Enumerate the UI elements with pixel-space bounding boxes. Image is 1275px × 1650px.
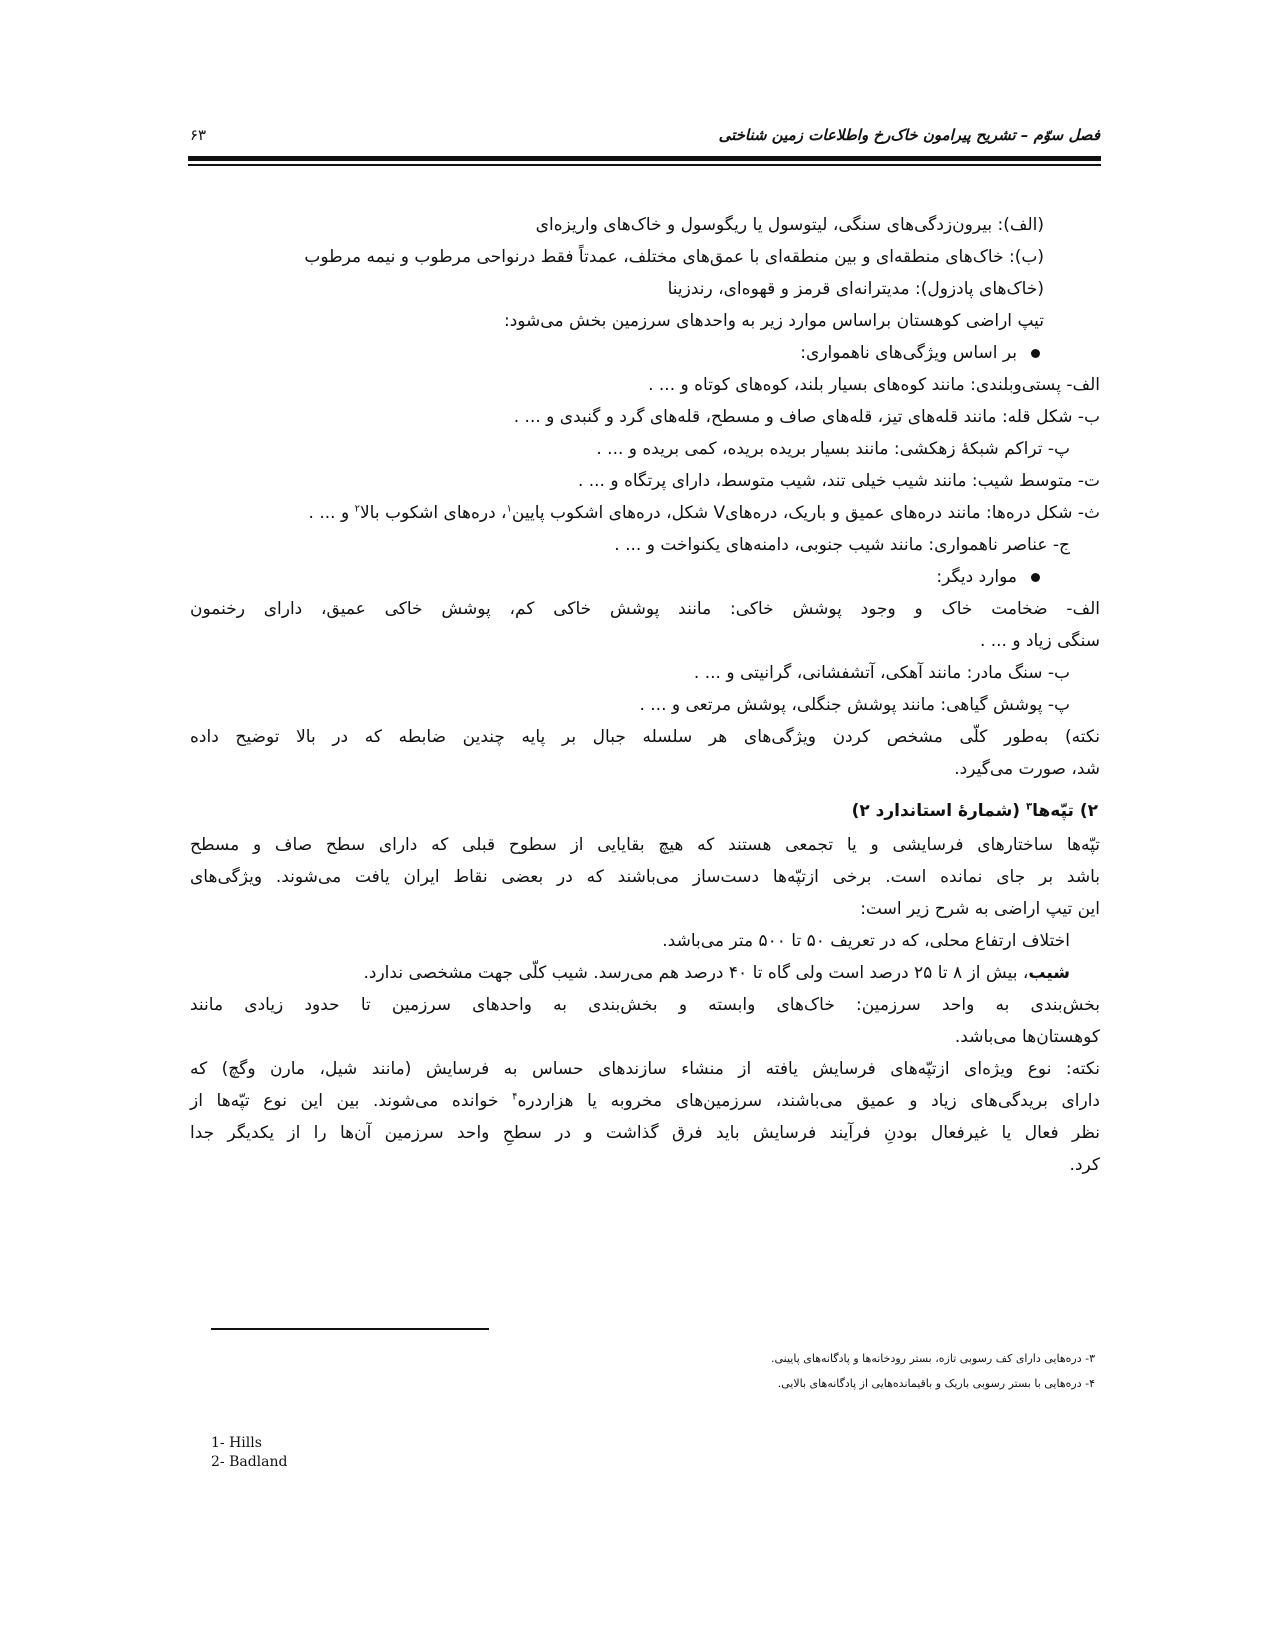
chapter-title: فصل سوّم – تشریح پیرامون خاک‌رخ واطلاعات زمین شناختی bbox=[718, 126, 1100, 144]
paragraph-line: شد، صورت می‌گیرد. bbox=[954, 759, 1100, 779]
heading-text: (شمارهٔ استاندارد ۲) bbox=[851, 801, 1026, 821]
footnotes-english bbox=[211, 1434, 288, 1472]
paragraph-line: تیپ اراضی کوهستان براساس موارد زیر به واحدهای سرزمین بخش می‌شود: bbox=[503, 311, 1044, 331]
footnote-ref: ۴ bbox=[512, 1091, 518, 1103]
bullet-icon bbox=[1031, 349, 1040, 358]
footnote-ref: ۲ bbox=[354, 503, 360, 515]
running-header bbox=[190, 126, 1100, 152]
paragraph-line: کرد. bbox=[1069, 1155, 1100, 1175]
list-item-text: V bbox=[713, 503, 726, 523]
list-item: ج- عناصر ناهمواری: مانند شیب جنوبی، دامنه‌های یکنواخت و ... . bbox=[614, 535, 1070, 555]
bullet-item bbox=[190, 337, 1100, 369]
footnote: ۳- دره‌هایی دارای کف رسوبی تازه، بستر رودخانه‌ها و پادگانه‌های پایینی. bbox=[770, 1352, 1095, 1365]
paragraph-line: این تیپ اراضی به شرح زیر است: bbox=[860, 899, 1100, 919]
footnote-separator bbox=[211, 1328, 489, 1330]
footnote: ۴- دره‌هایی با بستر رسوبی باریک و باقیمانده‌هایی از پادگانه‌های بالایی. bbox=[777, 1377, 1095, 1390]
paragraph-line: بخش‌بندی به واحد سرزمین: خاک‌های وابسته و بخش‌بندی به واحدهای سرزمین تا حدود زیادی مانند bbox=[190, 995, 1100, 1015]
paragraph-line: نکته: نوع ویژه‌ای ازتپّه‌های فرسایش یافته از منشاء سازندهای حساس به فرسایش (مانند شیل، مارن وگچ) که bbox=[190, 1059, 1100, 1079]
footnote: 1- Hills bbox=[211, 1435, 262, 1451]
paragraph-text: خوانده می‌شوند. بین این نوع تپّه‌ها از bbox=[190, 1091, 513, 1111]
bullet-icon bbox=[1031, 573, 1040, 582]
paragraph-line: اختلاف ارتفاع محلی، که در تعریف ۵۰ تا ۵۰۰ متر می‌باشد. bbox=[662, 931, 1070, 951]
paragraph-line bbox=[190, 1085, 1100, 1117]
list-item: پ- پوشش گیاهی: مانند پوشش جنگلی، پوشش مرتعی و ... . bbox=[639, 695, 1070, 715]
list-item: ب- شکل قله: مانند قله‌های تیز، قله‌های صاف و مسطح، قله‌های گرد و گنبدی و ... . bbox=[513, 407, 1100, 427]
paragraph-line: (الف): بیرون‌زدگی‌های سنگی، لیتوسول یا ریگوسول و خاک‌های واریزه‌ای bbox=[535, 215, 1044, 235]
footnote-ref: ۱ bbox=[506, 503, 512, 515]
paragraph-line: تپّه‌ها ساختارهای فرسایشی و یا تجمعی هستند که هیچ بقایایی از سطوح قبلی که دارای سطح صاف و مسطح bbox=[190, 835, 1100, 855]
bullet-label: بر اساس ویژگی‌های ناهمواری: bbox=[800, 343, 1017, 363]
list-item-text: ث- شکل دره‌ها: مانند دره‌های عمیق و باریک، دره‌های bbox=[725, 503, 1100, 523]
bullet-label: موارد دیگر: bbox=[936, 567, 1017, 587]
paragraph-line: الف- ضخامت خاک و وجود پوشش خاکی: مانند پوشش خاکی کم، پوشش خاکی عمیق، دارای رخنمون bbox=[190, 599, 1100, 619]
list-item-text: شکل، دره‌های اشکوب پایین bbox=[511, 503, 714, 523]
footnote: 2- Badland bbox=[211, 1454, 288, 1470]
header-rule-thick bbox=[188, 156, 1101, 161]
paragraph-line: باشد بر جای نمانده است. برخی ازتپّه‌ها دست‌ساز می‌باشند که در بعضی نقاط ایران یافت می‌شوند. ویژگی‌های bbox=[190, 867, 1100, 887]
bullet-item bbox=[190, 561, 1100, 593]
paragraph-line: (خاک‌های پادزول): مدیترانه‌ای قرمز و قهوه‌ای، رندزینا bbox=[667, 279, 1044, 299]
paragraph-line: سنگی زیاد و ... . bbox=[979, 631, 1100, 651]
body-text bbox=[190, 209, 1100, 1181]
paragraph-text: دارای بریدگی‌های زیاد و عمیق می‌باشند، سرزمین‌های مخروبه یا هزاردره bbox=[517, 1091, 1101, 1111]
paragraph-line bbox=[190, 957, 1100, 989]
list-item: الف- پستی‌وبلندی: مانند کوه‌های بسیار بلند، کوه‌های کوتاه و ... . bbox=[648, 375, 1100, 395]
list-item bbox=[190, 497, 1100, 529]
bold-term: شیب bbox=[1028, 963, 1070, 983]
section-heading bbox=[190, 795, 1100, 827]
list-item: پ- تراکم شبکهٔ زهکشی: مانند بسیار بریده بریده، کمی بریده و ... . bbox=[596, 439, 1070, 459]
page-number: ۶۳ bbox=[190, 126, 207, 144]
list-item: ب- سنگ مادر: مانند آهکی، آتشفشانی، گرانیتی و ... . bbox=[693, 663, 1070, 683]
paragraph-line: (ب): خاک‌های منطقه‌ای و بین منطقه‌ای با عمق‌های مختلف، عمدتاً فقط درنواحی مرطوب و نیمه مرطوب bbox=[304, 247, 1044, 267]
heading-text: ۲) تپّه‌ها bbox=[1032, 801, 1098, 821]
header-rule-thin bbox=[188, 164, 1101, 166]
list-item-text: و ... . bbox=[308, 503, 355, 523]
paragraph-line: نظر فعال یا غیرفعال بودنِ فرآیند فرسایش باید فرق گذاشت و در سطحِ واحد سرزمین آن‌ها را از یکدیگر جدا bbox=[190, 1123, 1100, 1143]
footnotes-persian bbox=[600, 1346, 1095, 1396]
list-item-text: ، دره‌های اشکوب بالا bbox=[359, 503, 507, 523]
footnote-ref: ۳ bbox=[1026, 801, 1033, 813]
list-item: ت- متوسط شیب: مانند شیب خیلی تند، شیب متوسط، دارای پرتگاه و ... . bbox=[577, 471, 1100, 491]
paragraph-line: کوهستان‌ها می‌باشد. bbox=[954, 1027, 1100, 1047]
paragraph-text: ، بیش از ۸ تا ۲۵ درصد است ولی گاه تا ۴۰ درصد هم می‌رسد. شیب کلّی جهت مشخصی ندارد. bbox=[363, 963, 1029, 983]
paragraph-line: نکته) به‌طور کلّی مشخص کردن ویژگی‌های هر سلسله جبال بر پایه چندین ضابطه که در بالا توضیح داده bbox=[190, 727, 1100, 747]
